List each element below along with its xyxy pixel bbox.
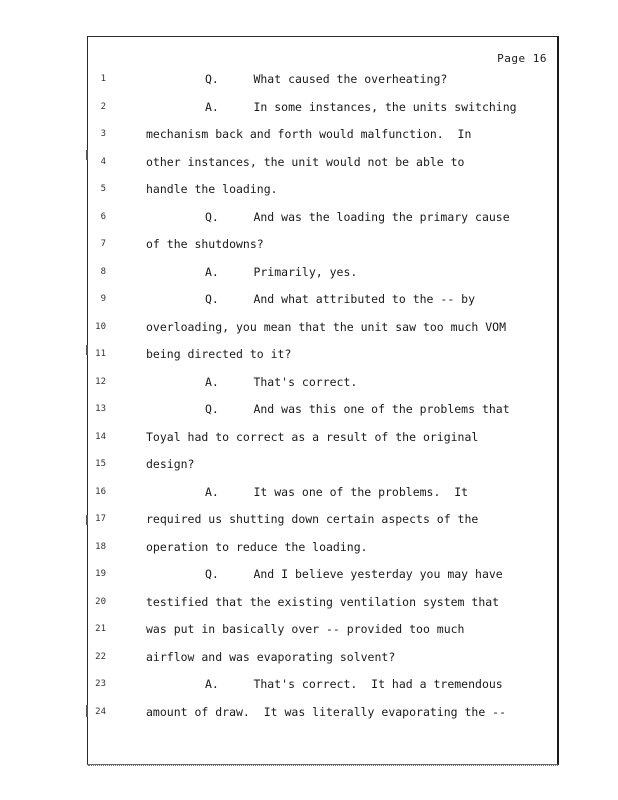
transcript-line: A. That's correct. It had a tremendous (205, 677, 503, 691)
line-number: 20 (95, 596, 106, 607)
line-number: 7 (100, 239, 106, 249)
transcript-line: A. In some instances, the units switching (205, 99, 517, 114)
transcript-line: testified that the existing ventilation system that (146, 594, 500, 609)
line-number: 8 (100, 266, 106, 277)
line-number: 4 (100, 156, 106, 167)
line-number: 1 (100, 74, 106, 84)
transcript-line: amount of draw. It was literally evaporating the -- (146, 704, 507, 719)
transcript-line: A. It was one of the problems. It (205, 484, 469, 499)
line-number: 10 (95, 321, 106, 332)
transcript-line: being directed to it? (146, 347, 292, 361)
transcript-line: Q. And was this one of the problems that (205, 402, 510, 416)
transcript-line: mechanism back and forth would malfunction. In (146, 127, 472, 141)
transcript-line: operation to reduce the loading. (146, 539, 368, 554)
transcript-line: A. That's correct. (205, 374, 358, 389)
transcript-line: Q. What caused the overheating? (205, 72, 448, 86)
scan-mark (86, 515, 88, 525)
line-number: 9 (100, 294, 106, 304)
transcript-line: other instances, the unit would not be able to (146, 154, 465, 169)
transcript-line: A. Primarily, yes. (205, 264, 358, 279)
footer-rule (88, 765, 558, 767)
transcript-line: overloading, you mean that the unit saw too much VOM (146, 319, 507, 334)
transcript-line: of the shutdowns? (146, 237, 264, 251)
line-number: 19 (95, 569, 106, 579)
line-number: 12 (95, 376, 106, 387)
line-number: 2 (100, 101, 106, 112)
scan-mark (86, 345, 88, 355)
line-number: 18 (95, 541, 106, 552)
line-number: 14 (95, 431, 106, 442)
line-number: 15 (95, 459, 106, 469)
transcript-line: Toyal had to correct as a result of the original (146, 429, 479, 444)
scan-mark (86, 705, 88, 717)
transcript-line: design? (146, 457, 195, 471)
transcript-line: Q. And what attributed to the -- by (205, 292, 476, 306)
page-number: Page 16 (497, 52, 547, 65)
line-number: 13 (95, 404, 106, 414)
transcript-line: handle the loading. (146, 182, 278, 196)
transcript-line: Q. And was the loading the primary cause (205, 209, 510, 224)
scan-mark (86, 150, 88, 160)
line-number: 5 (100, 184, 106, 194)
line-number: 11 (95, 349, 106, 359)
line-number: 21 (95, 624, 106, 634)
line-number: 6 (100, 211, 106, 222)
line-number: 3 (100, 129, 106, 139)
transcript-line: Q. And I believe yesterday you may have (205, 567, 503, 581)
line-number: 17 (95, 514, 106, 524)
line-number: 24 (95, 706, 106, 717)
line-number: 16 (95, 486, 106, 497)
line-number: 23 (95, 679, 106, 689)
transcript-line: was put in basically over -- provided too much (146, 622, 465, 636)
transcript-line: airflow and was evaporating solvent? (146, 649, 396, 664)
line-number: 22 (95, 651, 106, 662)
transcript-line: required us shutting down certain aspects of the (146, 512, 479, 526)
